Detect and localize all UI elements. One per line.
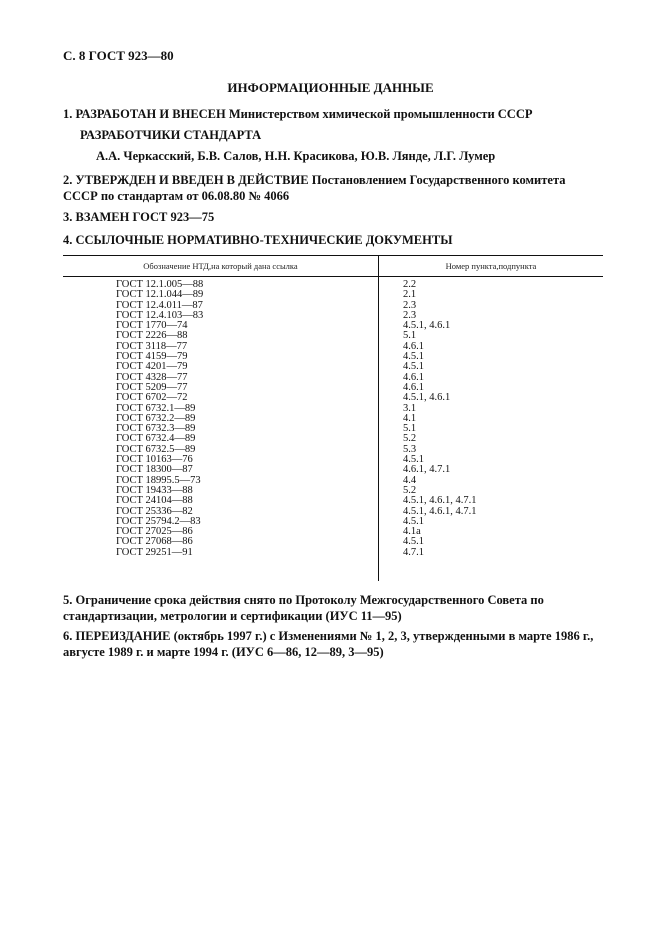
document-designation: ГОСТ 12.1.005—88 — [116, 279, 204, 290]
section-1-text: Министерством химической промышленности СССР — [228, 107, 533, 121]
document-designation: ГОСТ 1770—74 — [116, 320, 188, 332]
document-designation: ГОСТ 6732.3—89 — [116, 423, 196, 435]
point-number: 4.5.1 — [403, 515, 424, 527]
point-number: 4.4 — [403, 474, 417, 486]
document-designation: ГОСТ 6732.5—89 — [116, 443, 196, 455]
point-number: 2.3 — [403, 309, 417, 321]
document-designation: ГОСТ 19433—88 — [116, 484, 193, 496]
point-number: 4.5.1 — [403, 536, 424, 548]
page-header: С. 8 ГОСТ 923—80 — [63, 48, 174, 63]
document-designation: ГОСТ 12.4.103—83 — [116, 309, 204, 321]
point-number: 2.2 — [403, 279, 417, 290]
column-header-point: Номер пункта,подпункта — [445, 261, 537, 271]
section-3-number: 3. — [63, 210, 73, 224]
table-header-rule — [63, 276, 603, 277]
section-5-number: 5. — [63, 593, 73, 607]
table-body — [63, 280, 603, 558]
point-number: 4.5.1, 4.6.1 — [403, 392, 451, 404]
point-number: 4.5.1 — [403, 361, 424, 373]
document-designation: ГОСТ 25336—82 — [116, 505, 193, 517]
section-4-lead: ССЫЛОЧНЫЕ НОРМАТИВНО-ТЕХНИЧЕСКИЕ ДОКУМЕНТЫ — [75, 233, 453, 247]
page-title: ИНФОРМАЦИОННЫЕ ДАННЫЕ — [227, 80, 434, 95]
point-number: 4.7.1 — [403, 546, 424, 558]
references-table — [63, 255, 603, 585]
section-5 — [63, 592, 603, 624]
table-top-rule — [63, 255, 603, 256]
column-header-document: Обозначение НТД,на который дана ссылка — [143, 261, 298, 271]
document-designation: ГОСТ 10163—76 — [116, 454, 193, 466]
section-3 — [63, 209, 603, 225]
document-designation: ГОСТ 27068—86 — [116, 536, 193, 548]
document-designation: ГОСТ 6732.2—89 — [116, 412, 196, 424]
section-2-number: 2. — [63, 173, 73, 187]
document-designation: ГОСТ 6732.4—89 — [116, 433, 196, 445]
document-designation: ГОСТ 2226—88 — [116, 330, 188, 342]
document-designation: ГОСТ 4159—79 — [116, 351, 188, 363]
developers-list: А.А. Черкасский, Б.В. Салов, Н.Н. Красикова, Ю.В. Лянде, Л.Г. Лумер — [96, 149, 496, 163]
document-designation: ГОСТ 25794.2—83 — [116, 515, 201, 527]
document-designation: ГОСТ 18995.5—73 — [116, 474, 201, 486]
document-designation: ГОСТ 6732.1—89 — [116, 402, 196, 414]
point-number: 3.1 — [403, 402, 417, 414]
document-designation: ГОСТ 4328—77 — [116, 371, 188, 383]
section-2-lead: УТВЕРЖДЕН И ВВЕДЕН В ДЕЙСТВИЕ — [75, 173, 309, 187]
point-number: 2.1 — [403, 289, 417, 301]
document-designation: ГОСТ 3118—77 — [116, 340, 188, 352]
point-number: 4.6.1 — [403, 340, 424, 352]
document-designation: ГОСТ 27025—86 — [116, 526, 193, 538]
document-designation: ГОСТ 24104—88 — [116, 495, 193, 507]
point-number: 5.3 — [403, 443, 417, 455]
point-number: 4.1а — [403, 526, 421, 538]
point-number: 4.6.1, 4.7.1 — [403, 464, 451, 476]
point-number: 4.5.1, 4.6.1, 4.7.1 — [403, 505, 477, 517]
document-designation: ГОСТ 12.1.044—89 — [116, 289, 204, 301]
point-number: 2.3 — [403, 299, 417, 311]
point-number: 4.1 — [403, 412, 417, 424]
point-number: 4.5.1, 4.6.1, 4.7.1 — [403, 495, 477, 507]
section-6-lead: ПЕРЕИЗДАНИЕ — [75, 629, 171, 643]
document-designation: ГОСТ 4201—79 — [116, 361, 188, 373]
section-6-number: 6. — [63, 629, 73, 643]
table-row — [63, 496, 603, 506]
section-3-lead: ВЗАМЕН ГОСТ 923—75 — [75, 210, 215, 224]
document-designation: ГОСТ 6702—72 — [116, 392, 188, 404]
document-designation: ГОСТ 29251—91 — [116, 546, 193, 558]
table-row — [63, 548, 603, 558]
point-number: 5.2 — [403, 433, 417, 445]
point-number: 4.5.1 — [403, 454, 424, 466]
point-number: 4.5.1, 4.6.1 — [403, 320, 451, 332]
document-designation: ГОСТ 12.4.011—87 — [116, 299, 203, 311]
point-number: 4.5.1 — [403, 351, 424, 363]
document-designation: ГОСТ 5209—77 — [116, 381, 188, 393]
section-6-text: (октябрь 1997 г.) с Изменениями № 1, 2, 3, утвержденными в марте 1986 г., августе 1989 г. и марте 1994 г. (ИУС 6—86, 12—89, 3—95) — [63, 629, 594, 659]
section-2 — [63, 172, 603, 204]
point-number: 4.6.1 — [403, 381, 424, 393]
section-2-text: Постановлением Государственного комитета СССР по стандартам от 06.08.80 № 4066 — [63, 173, 566, 203]
section-1-lead: РАЗРАБОТАН И ВНЕСЕН — [75, 107, 226, 121]
document-designation: ГОСТ 18300—87 — [116, 464, 193, 476]
section-4-number: 4. — [63, 233, 73, 247]
section-1-number: 1. — [63, 107, 73, 121]
section-1 — [63, 106, 603, 122]
point-number: 4.6.1 — [403, 371, 424, 383]
section-5-text: Ограничение срока действия снято по Протоколу Межгосударственного Совета по стандартизации, метрологии и сертификации (ИУС 11—95) — [63, 593, 544, 623]
section-4 — [63, 232, 603, 248]
point-number: 5.2 — [403, 484, 417, 496]
developers-label: РАЗРАБОТЧИКИ СТАНДАРТА — [80, 128, 262, 142]
point-number: 5.1 — [403, 330, 417, 342]
point-number: 5.1 — [403, 423, 417, 435]
section-6 — [63, 628, 603, 660]
